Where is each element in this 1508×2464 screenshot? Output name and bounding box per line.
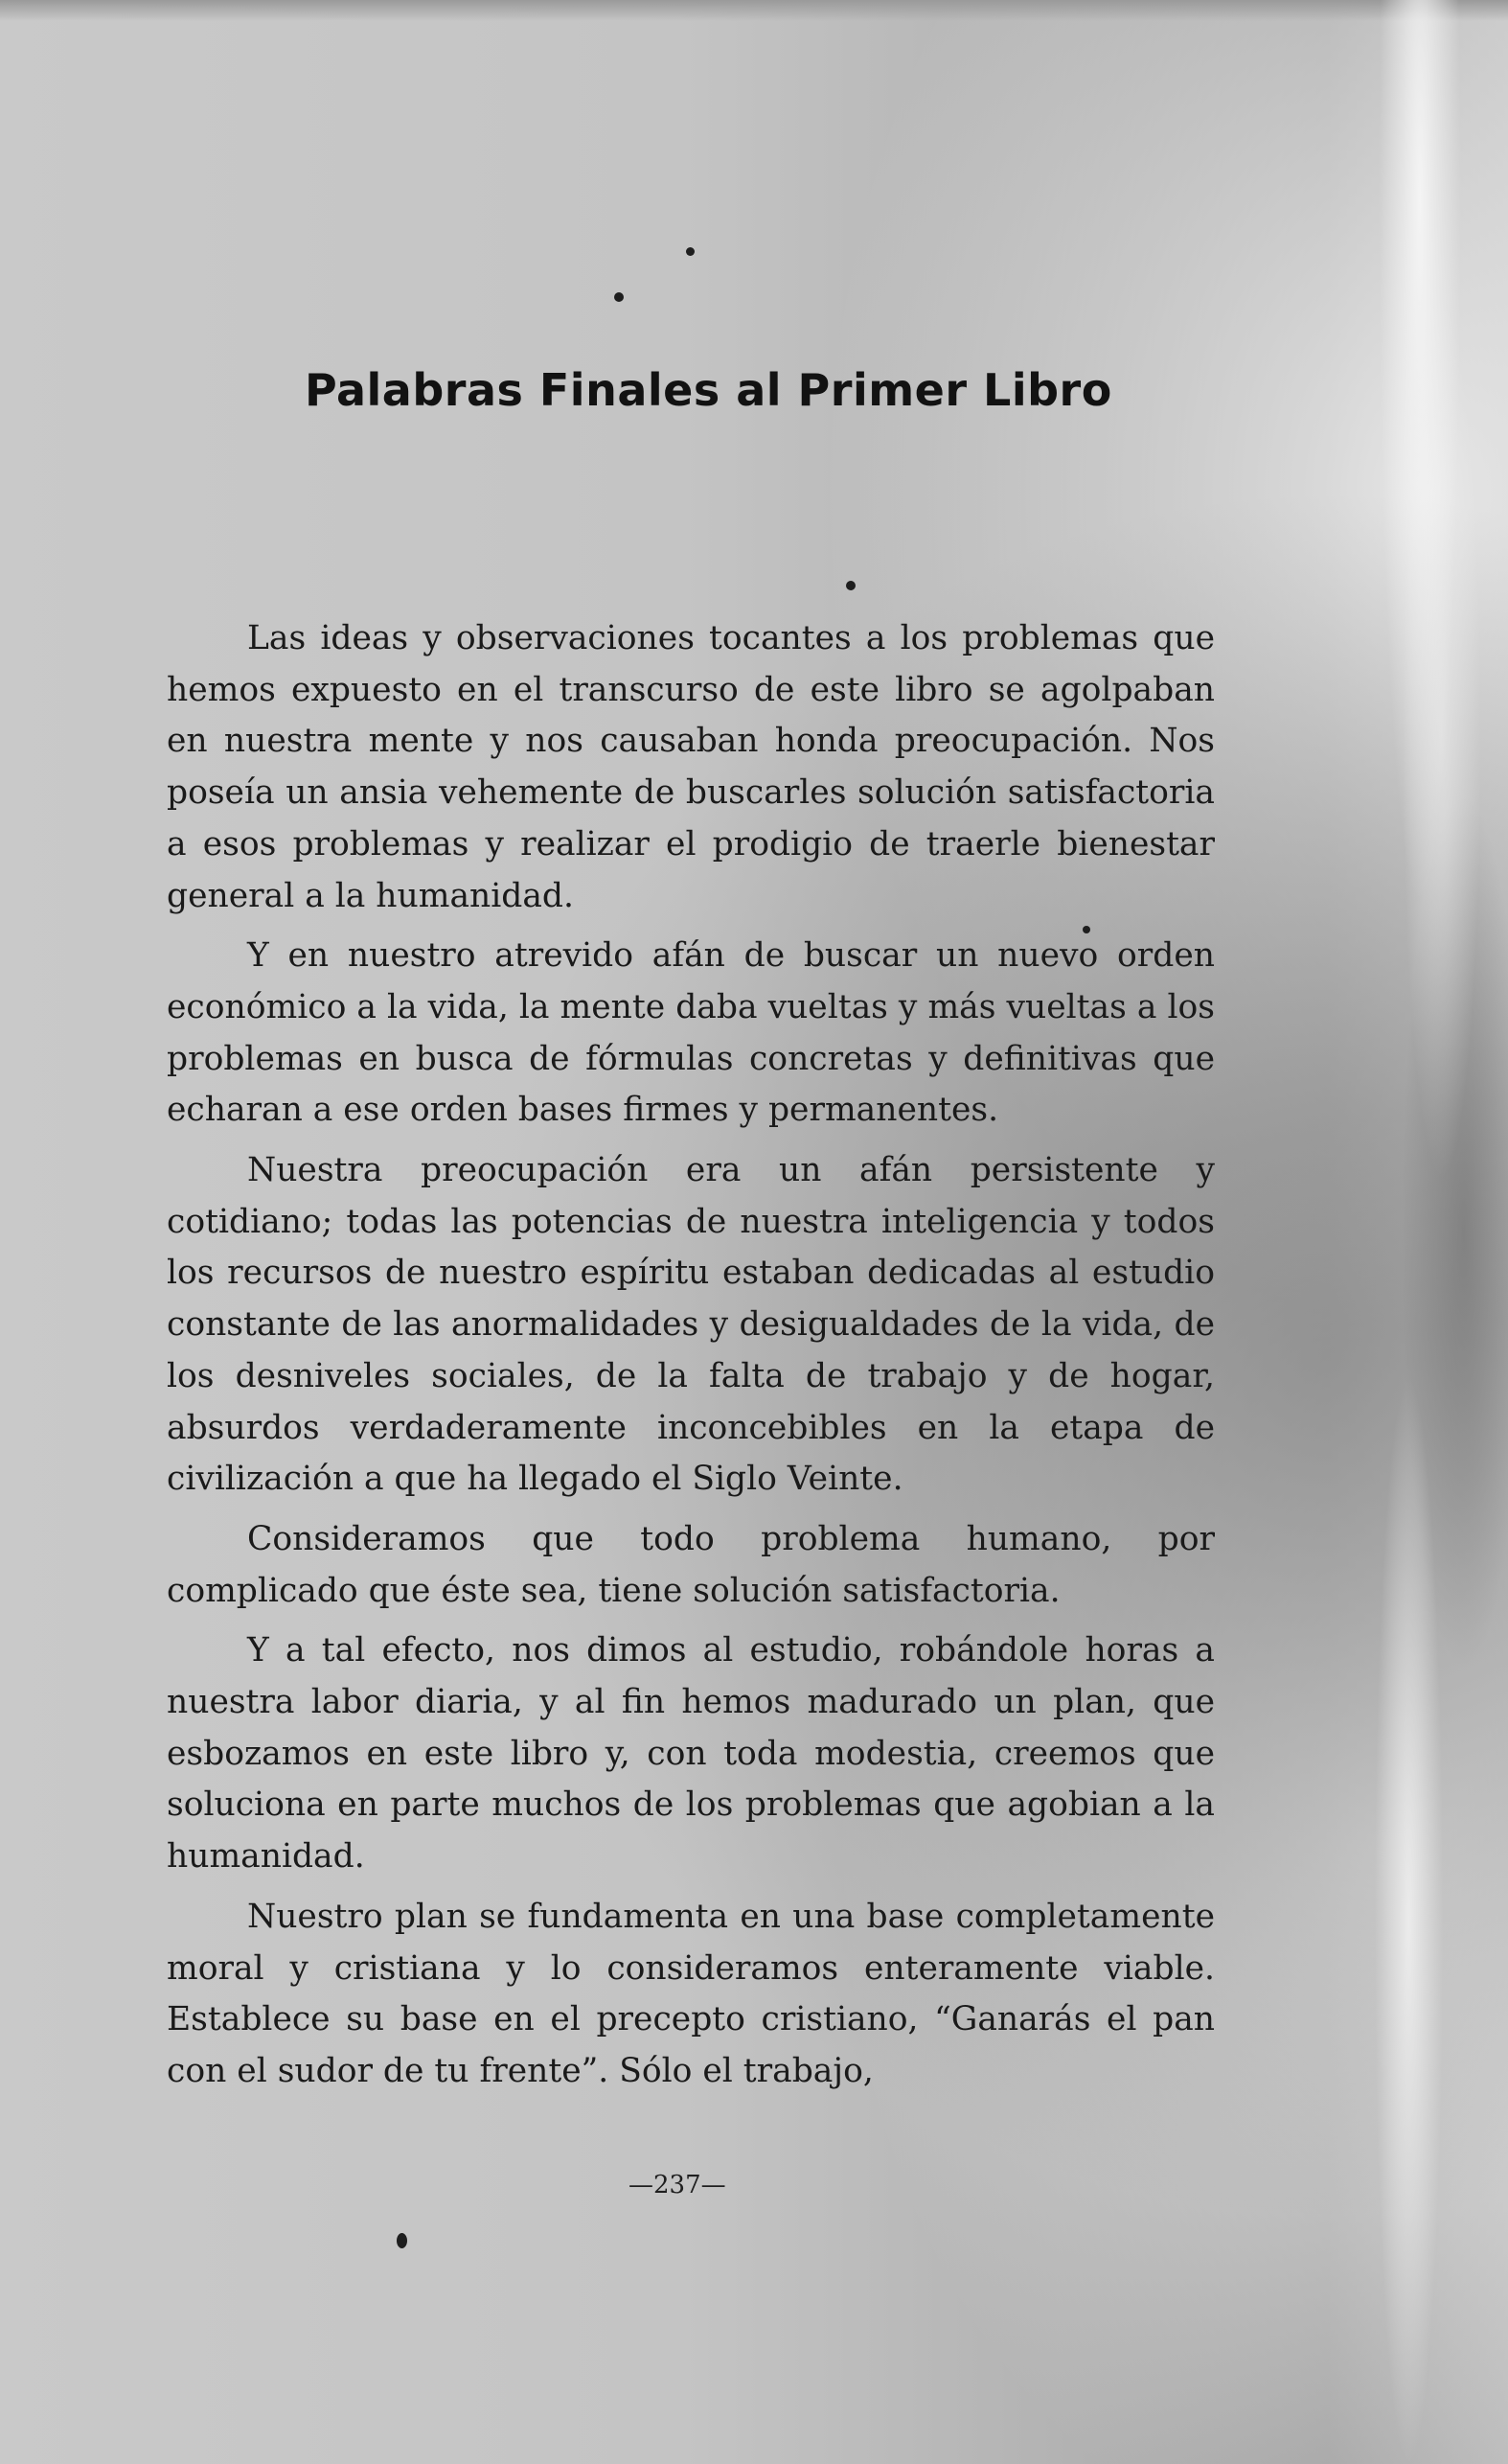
- page-top-edge: [0, 0, 1508, 21]
- paragraph-1: Las ideas y observaciones tocantes a los problemas que hemos expuesto en el transcurso de este libro se agolpaban en nuestra mente y nos causaban honda preocupación. Nos poseía un ansia vehemente de buscarles solución satisfactoria a esos problemas y realizar el prodigio de traerle bienestar general a la humanidad.: [167, 619, 1215, 915]
- page-title: Palabras Finales al Primer Libro: [305, 364, 1112, 416]
- paragraph-5: Y a tal efecto, nos dimos al estudio, robándole horas a nuestra labor diaria, y al fin hemos madurado un plan, que esbozamos en este libro y, con toda modestia, creemos que soluciona en parte muchos de los problemas que agobian a la humanidad.: [167, 1631, 1215, 1877]
- paragraph-6: Nuestro plan se fundamenta en una base completamente moral y cristiana y lo consideramos enteramente viable. Establece su base en el precepto cristiano, “Ganarás el pan con el sudor de tu frente”. Sólo el trabajo,: [167, 1897, 1215, 2090]
- page-number: —237—: [628, 2171, 726, 2199]
- ink-speck: [614, 292, 624, 302]
- ink-speck: [846, 581, 856, 590]
- ink-speck: [686, 247, 695, 256]
- paragraph-2: Y en nuestro atrevido afán de buscar un nuevo orden económico a la vida, la mente daba vueltas y más vueltas a los problemas en busca de fórmulas concretas y definitivas que echaran a ese orden bases firmes y permanentes.: [167, 936, 1215, 1130]
- body-text: [167, 613, 1215, 2098]
- ink-speck: [397, 2233, 407, 2248]
- page-wear-stain: [1288, 0, 1508, 2464]
- paragraph-4: Consideramos que todo problema humano, por complicado que éste sea, tiene solución satisfactoria.: [167, 1519, 1215, 1610]
- paragraph-3: Nuestra preocupación era un afán persistente y cotidiano; todas las potencias de nuestra inteligencia y todos los recursos de nuestro espíritu estaban dedicadas al estudio constante de las anormalidades y desigualdades de la vida, de los desniveles sociales, de la falta de trabajo y de hogar, absurdos verdaderamente inconcebibles en la etapa de civilización a que ha llegado el Siglo Veinte.: [167, 1151, 1215, 1499]
